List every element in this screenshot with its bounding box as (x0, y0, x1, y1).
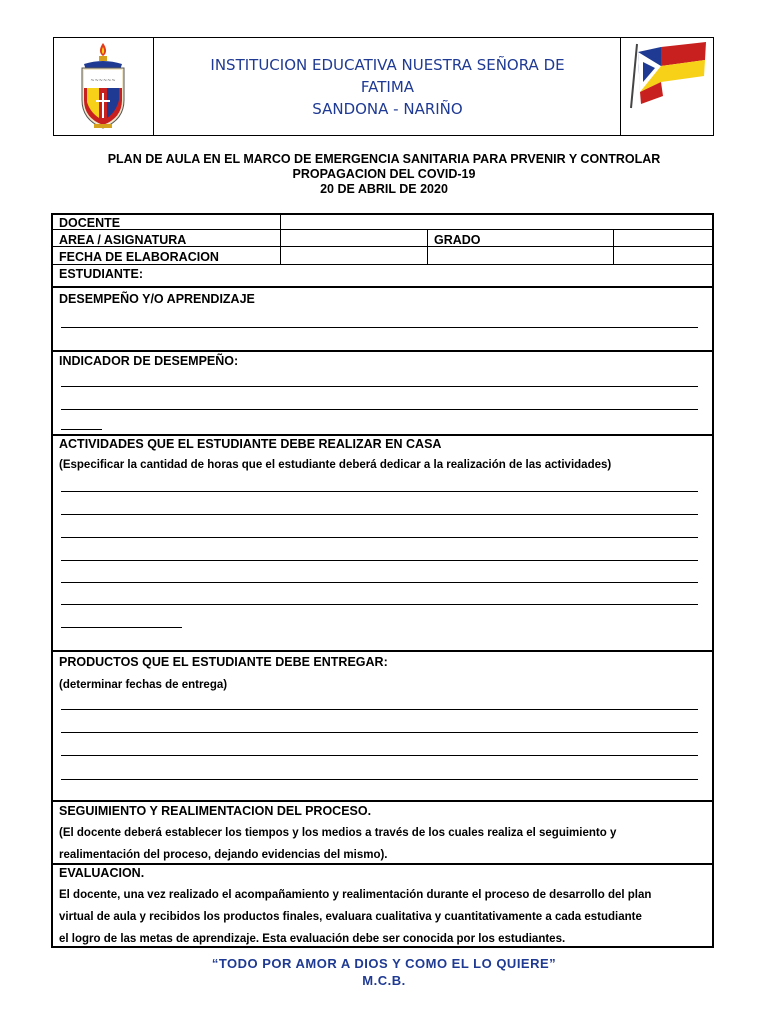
row-divider (53, 286, 712, 288)
col-divider (427, 229, 428, 264)
evaluacion-text-3: el logro de las metas de aprendizaje. Esta evaluación debe ser conocida por los estudiantes. (59, 933, 566, 945)
institution-line-3: SANDONA - NARIÑO (312, 100, 463, 118)
blank-line (61, 327, 698, 328)
footer-motto: “TODO POR AMOR A DIOS Y COMO EL LO QUIERE” (211, 956, 557, 971)
blank-line (61, 582, 698, 583)
plan-form-table (51, 213, 714, 948)
footer-initials: M.C.B. (362, 973, 406, 988)
blank-line (61, 755, 698, 756)
label-estudiante: ESTUDIANTE: (59, 267, 144, 281)
section-divider (53, 800, 712, 802)
title-line-3: 20 DE ABRIL DE 2020 (320, 182, 448, 196)
blank-line (61, 779, 698, 780)
title-line-1: PLAN DE AULA EN EL MARCO DE EMERGENCIA SANITARIA PARA PRVENIR Y CONTROLAR (107, 152, 661, 166)
blank-line (61, 429, 102, 430)
municipal-flag-icon (621, 38, 713, 135)
col-divider (280, 215, 281, 264)
label-fecha-elaboracion: FECHA DE ELABORACION (59, 250, 219, 264)
label-evaluacion: EVALUACION. (59, 866, 145, 880)
blank-line (61, 491, 698, 492)
label-productos: PRODUCTOS QUE EL ESTUDIANTE DEBE ENTREGAR: (59, 655, 388, 669)
label-docente: DOCENTE (59, 216, 121, 230)
evaluacion-text-1: El docente, una vez realizado el acompañamiento y realimentación durante el proceso de desarrollo del plan (59, 889, 652, 901)
section-divider (53, 863, 712, 865)
section-divider (53, 350, 712, 352)
evaluacion-text-2: virtual de aula y recibidos los productos finales, evaluara cualitativa y cuantitativamente a cada estudiante (59, 911, 642, 923)
institution-line-2: FATIMA (360, 78, 415, 96)
productos-note: (determinar fechas de entrega) (59, 679, 228, 691)
blank-line (61, 709, 698, 710)
col-divider (613, 229, 614, 264)
blank-line (61, 514, 698, 515)
blank-line (61, 604, 698, 605)
blank-line (61, 627, 182, 628)
section-divider (53, 650, 712, 652)
blank-line (61, 732, 698, 733)
institution-name (154, 54, 621, 120)
institution-line-1: INSTITUCION EDUCATIVA NUESTRA SEÑORA DE (210, 56, 565, 74)
blank-line (61, 537, 698, 538)
title-line-2: PROPAGACION DEL COVID-19 (292, 167, 476, 181)
document-title (40, 152, 728, 197)
blank-line (61, 560, 698, 561)
blank-line (61, 409, 698, 410)
actividades-note: (Especificar la cantidad de horas que el estudiante deberá dedicar a la realización de las actividades) (59, 459, 612, 471)
label-grado: GRADO (434, 233, 481, 247)
school-crest-icon (54, 38, 153, 135)
svg-text:~~~~~~: ~~~~~~ (90, 78, 116, 84)
flag-cell (620, 38, 713, 135)
header-box (53, 37, 714, 136)
label-desempeno: DESEMPEÑO Y/O APRENDIZAJE (59, 292, 255, 306)
school-crest-cell (54, 38, 154, 135)
blank-line (61, 386, 698, 387)
label-area-asignatura: AREA / ASIGNATURA (59, 233, 187, 247)
label-seguimiento: SEGUIMIENTO Y REALIMENTACION DEL PROCESO. (59, 804, 372, 818)
seguimiento-note-1: (El docente deberá establecer los tiempos y los medios a través de los cuales realiza el seguimiento y (59, 827, 617, 839)
seguimiento-note-2: realimentación del proceso, dejando evidencias del mismo). (59, 849, 388, 861)
label-indicador: INDICADOR DE DESEMPEÑO: (59, 354, 239, 368)
label-actividades: ACTIVIDADES QUE EL ESTUDIANTE DEBE REALIZAR EN CASA (59, 437, 442, 451)
